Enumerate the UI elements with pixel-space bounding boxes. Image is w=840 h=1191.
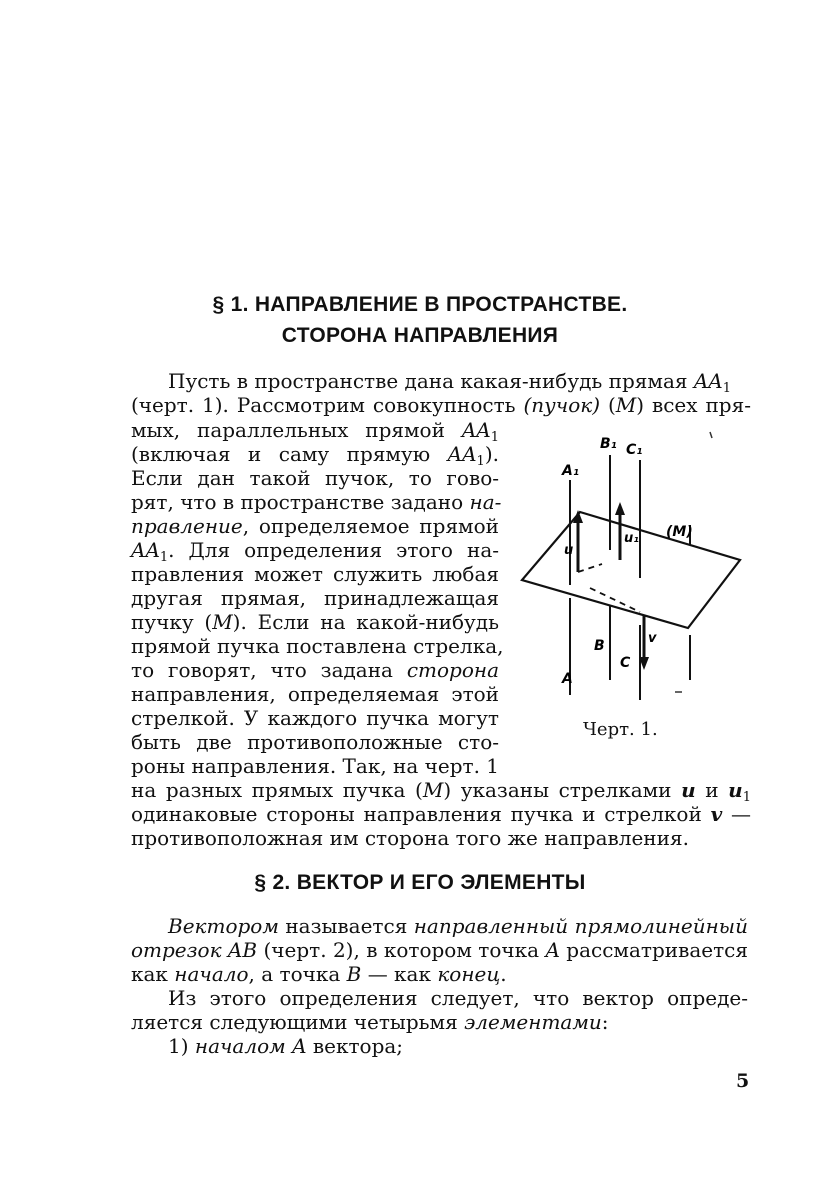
paragraph-line: направления, определяемая этой [131, 682, 499, 706]
paragraph-line: (черт. 1). Рассмотрим совокупность (пучок) (M) всех пря- [131, 393, 751, 417]
paragraph-line: противоположная им сторона того же направления. [131, 826, 689, 850]
paragraph-line: то говорят, что задана сторона [131, 658, 499, 682]
paragraph-line: быть две противоположные сто- [131, 730, 499, 754]
label-c1: C₁ [626, 442, 643, 458]
page-number: 5 [736, 1070, 750, 1092]
label-u: u [564, 543, 574, 558]
paragraph-line: другая прямая, принадлежащая [131, 586, 499, 610]
paragraph-line: ляется следующими четырьмя элементами: [131, 1010, 609, 1034]
paragraph-line: мых, параллельных прямой $AA_1$ [131, 418, 499, 445]
label-a1: A₁ [562, 463, 579, 479]
figure-1-caption: Черт. 1. [583, 719, 658, 740]
label-b: B [594, 638, 605, 654]
paragraph-line: 1) началом A вектора; [168, 1034, 404, 1058]
label-v: v [648, 631, 657, 646]
label-b1: B₁ [600, 436, 617, 452]
label-a: A [562, 671, 573, 687]
section-2-heading: § 2. ВЕКТОР И ЕГО ЭЛЕМЕНТЫ [254, 871, 586, 894]
label-u1: u₁ [624, 531, 639, 546]
paragraph-line: на разных прямых пучка (M) указаны стрелками u и $u_1$ [131, 778, 751, 805]
paragraph-line: отрезок AB (черт. 2), в котором точка A рассматривается [131, 938, 748, 962]
section-1-heading: § 1. НАПРАВЛЕНИЕ В ПРОСТРАНСТВЕ. [212, 293, 628, 316]
paragraph-line: (включая и саму прямую $AA_1$). [131, 442, 499, 469]
paragraph-line: Из этого определения следует, что вектор опреде- [168, 986, 748, 1010]
section-1-subheading: СТОРОНА НАПРАВЛЕНИЯ [281, 324, 559, 347]
paragraph-line: пучку (M). Если на какой-нибудь [131, 610, 500, 634]
plane-m [522, 512, 740, 628]
paragraph-line: правление, определяемое прямой [131, 514, 499, 538]
figure-1-diagram [510, 430, 750, 720]
paragraph-line: как начало, а точка B — как конец. [131, 962, 507, 986]
label-m: (M) [666, 524, 693, 540]
paragraph-line: роны направления. Так, на черт. 1 [131, 754, 500, 778]
paragraph-line: Вектором называется направленный прямолинейный [168, 914, 748, 938]
paragraph-line: правления может служить любая [131, 562, 499, 586]
paragraph-line: стрелкой. У каждого пучка могут [131, 706, 499, 730]
label-c: C [620, 655, 631, 671]
figure-1 [510, 430, 750, 724]
paragraph-line: Если дан такой пучок, то гово- [131, 466, 499, 490]
paragraph-line: Пусть в пространстве дана какая-нибудь прямая $AA_1$ [168, 369, 732, 396]
paragraph-line: одинаковые стороны направления пучка и стрелкой v — [131, 802, 752, 826]
paragraph-line: прямой пучка поставлена стрелка, [131, 634, 504, 658]
paragraph-line: рят, что в пространстве задано на- [131, 490, 502, 514]
paragraph-line: $AA_1$. Для определения этого на- [131, 538, 499, 565]
